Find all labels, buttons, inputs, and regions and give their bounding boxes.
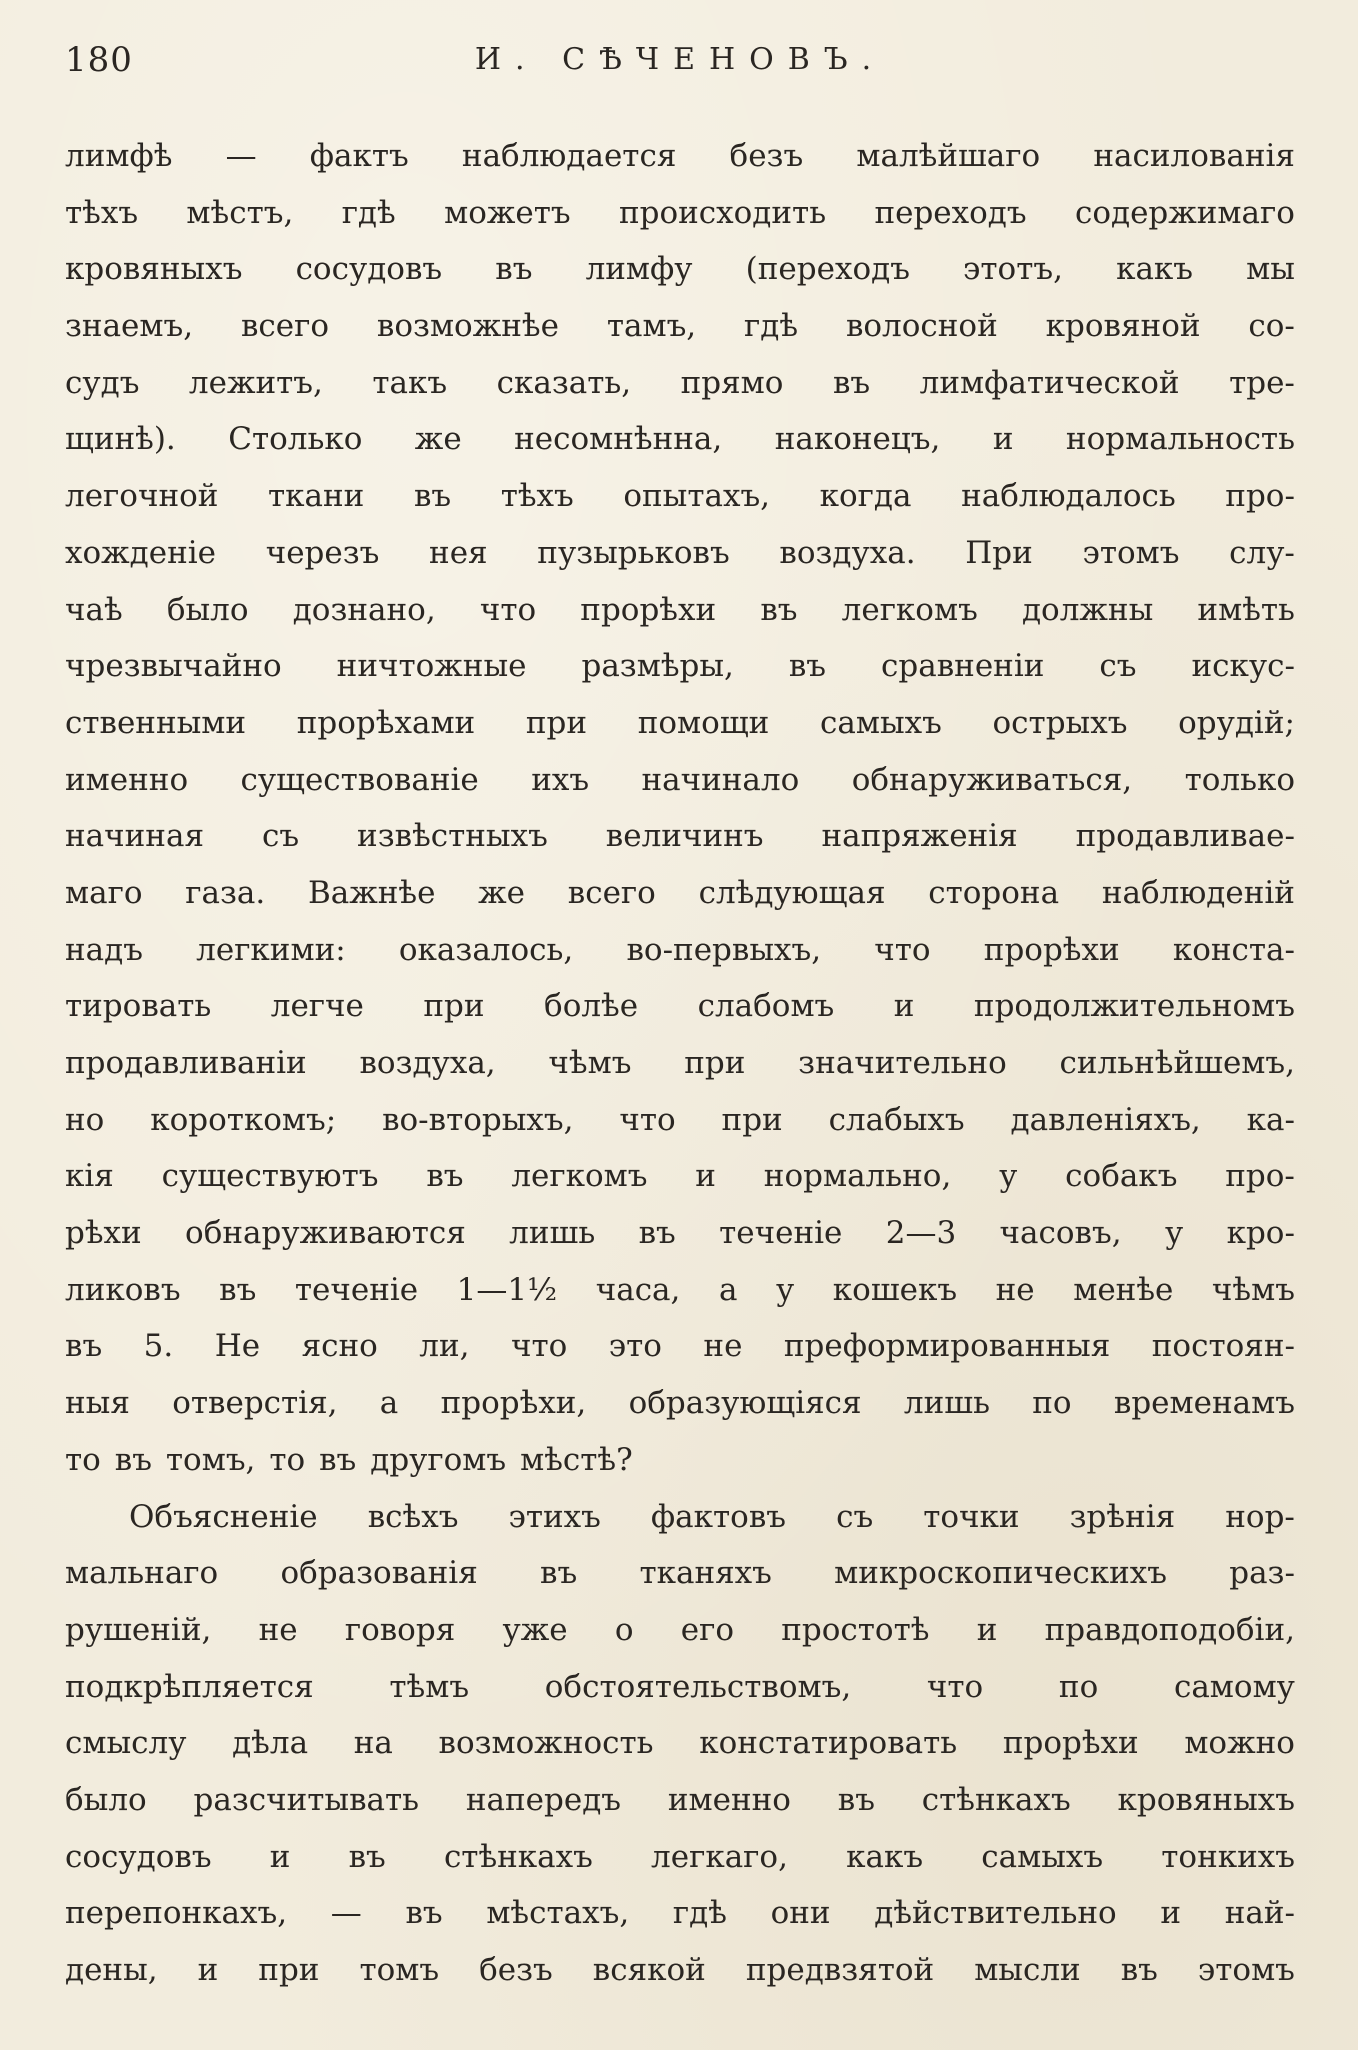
word: въ (65, 1328, 103, 1365)
text-line (65, 1375, 1295, 1432)
word: образованія (280, 1555, 478, 1592)
word: при (423, 988, 485, 1025)
word: рѣхи (65, 1215, 142, 1252)
word: чѣмъ (1211, 1271, 1295, 1308)
word: констатировать (699, 1725, 958, 1762)
word: можетъ (444, 194, 571, 231)
word: другомъ (370, 1441, 507, 1478)
word: легкаго, (651, 1838, 788, 1875)
text-line (65, 355, 1295, 412)
word: прямо (680, 364, 784, 401)
word: щинѣ). (65, 421, 176, 458)
word: легкомъ (841, 591, 978, 628)
text-line (65, 1715, 1295, 1772)
word: теченіе (719, 1215, 843, 1252)
word: ликовъ (65, 1271, 181, 1308)
word: кровяной (1045, 308, 1201, 345)
word: гдѣ (744, 308, 799, 345)
word: сравненіи (881, 648, 1045, 685)
word: этотъ, (963, 251, 1063, 288)
text-line (65, 468, 1295, 525)
word: въ (413, 478, 452, 515)
word: тканяхъ (639, 1555, 772, 1592)
word: простотѣ (781, 1611, 930, 1648)
text-line (65, 978, 1295, 1035)
word: о (614, 1611, 634, 1648)
word: микроскопическихъ (834, 1555, 1167, 1592)
word: менѣе (1073, 1271, 1174, 1308)
word: и (269, 1838, 291, 1875)
word: тѣмъ (389, 1668, 470, 1705)
word: при (258, 1952, 320, 1988)
word: 5. (143, 1328, 174, 1365)
word: у (775, 1271, 795, 1308)
word: такъ (372, 364, 448, 401)
page-header (65, 40, 1295, 100)
word: происходить (618, 194, 827, 231)
word: маго (65, 874, 143, 911)
word: правдоподобіи, (1044, 1611, 1295, 1648)
word: раз- (1229, 1555, 1295, 1592)
word: собакъ (1065, 1158, 1178, 1195)
word: ныя (65, 1385, 130, 1422)
word: самыхъ (981, 1838, 1104, 1875)
word: теченіе (294, 1271, 419, 1308)
word: это (608, 1328, 662, 1365)
word: наконецъ, (774, 421, 941, 458)
word: въ (405, 1895, 443, 1932)
word: именно (667, 1781, 791, 1818)
word: слабомъ (697, 988, 835, 1025)
word: Не (214, 1328, 261, 1365)
word: нормально, (763, 1158, 952, 1195)
text-line (65, 1035, 1295, 1092)
word: тировать (65, 988, 212, 1025)
text-line (65, 185, 1295, 242)
word: было (166, 591, 249, 628)
word: сильнѣйшемъ, (1059, 1045, 1295, 1081)
word: существованіе (240, 761, 479, 798)
word: именно (65, 761, 189, 798)
word: же (478, 874, 526, 911)
word: ли, (419, 1328, 470, 1365)
word: судъ (65, 364, 140, 401)
text-line (65, 1942, 1295, 1999)
word: мѣстѣ? (520, 1441, 633, 1478)
word: по (1032, 1385, 1072, 1422)
word: ткани (268, 478, 365, 515)
word: въ (638, 1215, 676, 1252)
word: прорѣхи (1002, 1725, 1139, 1762)
word: чрезвычайно (65, 648, 282, 685)
word: гдѣ (341, 194, 396, 231)
word: ка- (1246, 1101, 1295, 1138)
word: дены, (65, 1952, 158, 1988)
word: слѣдующая (698, 874, 886, 911)
word: и (1160, 1895, 1182, 1932)
word: опытахъ, (623, 478, 771, 515)
word: черезъ (265, 534, 380, 571)
word: безъ (729, 138, 804, 174)
word: лимфѣ (65, 138, 173, 174)
word: часа, (595, 1271, 681, 1308)
word: переходъ (874, 194, 1027, 231)
word: а (718, 1271, 738, 1308)
text-line (65, 695, 1295, 752)
word: гдѣ (672, 1895, 727, 1932)
word: ясно (301, 1328, 378, 1365)
word: когда (819, 478, 912, 515)
word: съ (261, 818, 300, 855)
word: перепонкахъ, (65, 1895, 288, 1932)
word: дознано, (292, 591, 436, 628)
word: на (353, 1725, 393, 1762)
text-line (65, 1092, 1295, 1149)
word: зрѣнія (1069, 1498, 1176, 1535)
word: образующіяся (628, 1385, 862, 1422)
word: что (926, 1668, 984, 1705)
word: въ (832, 364, 871, 401)
text-line (65, 1148, 1295, 1205)
word: а (379, 1385, 399, 1422)
word: всякой (592, 1952, 706, 1988)
word: мысли (974, 1952, 1081, 1988)
word: не (995, 1271, 1035, 1308)
word: должны (1021, 591, 1154, 628)
word: тѣхъ (500, 478, 574, 515)
word: то (269, 1441, 306, 1478)
word: безъ (479, 1952, 553, 1988)
word: кровяныхъ (1117, 1781, 1295, 1818)
word: во-первыхъ, (626, 931, 822, 968)
word: обнаруживаются (185, 1215, 466, 1252)
text-line (65, 808, 1295, 865)
word: тѣхъ (65, 194, 139, 231)
paragraph (65, 1489, 1295, 1999)
text-line (65, 1545, 1295, 1602)
word: въ (837, 1781, 875, 1818)
word: тамъ, (606, 308, 697, 345)
word: конста- (1172, 931, 1295, 968)
word: по (1058, 1668, 1099, 1705)
word: начинало (641, 761, 800, 798)
word: этомъ (1082, 534, 1180, 571)
word: мѣстахъ, (486, 1895, 630, 1932)
paragraph (65, 128, 1295, 1489)
word: прорѣхи (983, 931, 1120, 968)
word: въ (760, 591, 798, 628)
word: кровяныхъ (65, 251, 243, 288)
word: нормальность (1065, 421, 1295, 458)
word: про- (1225, 1158, 1295, 1195)
word: у (999, 1158, 1018, 1195)
word: короткомъ; (150, 1101, 337, 1138)
word: сказать, (496, 364, 632, 401)
word: хожденіе (65, 534, 217, 571)
word: томъ, (165, 1441, 256, 1478)
word: слу- (1229, 534, 1295, 571)
word: при (525, 704, 588, 741)
word: существуютъ (161, 1158, 379, 1195)
word: при (684, 1045, 746, 1081)
word: пузырьковъ (537, 534, 730, 571)
word: давленіяхъ, (1010, 1101, 1201, 1138)
word: кія (65, 1158, 114, 1195)
word: всѣхъ (367, 1498, 459, 1535)
word: не (258, 1611, 298, 1648)
word: у (1164, 1215, 1184, 1252)
word: продавливаніи (65, 1045, 307, 1081)
word: малѣйшаго (856, 138, 1041, 174)
word: смыслу (65, 1725, 187, 1762)
text-line (65, 411, 1295, 468)
word: лишь (903, 1385, 990, 1422)
word: подкрѣпляется (65, 1668, 314, 1705)
word: тонкихъ (1161, 1838, 1295, 1875)
word: чаѣ (65, 591, 123, 628)
word: предвзятой (745, 1952, 935, 1988)
word: всего (240, 308, 330, 345)
word: кро- (1226, 1215, 1295, 1252)
text-line (65, 1205, 1295, 1262)
word: стѣнкахъ (921, 1781, 1071, 1818)
word: ничтожные (336, 648, 527, 685)
word: тре- (1229, 364, 1295, 401)
word: — (330, 1895, 362, 1932)
word: въ (319, 1441, 357, 1478)
word: мѣстъ, (186, 194, 294, 231)
word: легкомъ (511, 1158, 648, 1195)
word: томъ (359, 1952, 440, 1988)
word: что (874, 931, 931, 968)
word: сосудовъ (65, 1838, 212, 1875)
text-line (65, 638, 1295, 695)
word: и (992, 421, 1014, 458)
text-line (65, 1318, 1295, 1375)
text-line (65, 1885, 1295, 1942)
text-line (65, 1262, 1295, 1319)
word: же (414, 421, 462, 458)
word: нея (429, 534, 488, 571)
text-line (65, 865, 1295, 922)
text-line (65, 1602, 1295, 1659)
word: рушеній, (65, 1611, 212, 1648)
word: самому (1173, 1668, 1295, 1705)
word: и (976, 1611, 998, 1648)
text-line (65, 298, 1295, 355)
word: прорѣхами (296, 704, 476, 741)
word: 1—1½ (456, 1271, 558, 1308)
word: воздуха. (779, 534, 916, 571)
word: отверстія, (172, 1385, 338, 1422)
word: но (65, 1101, 105, 1138)
word: напряженія (821, 818, 1018, 855)
word: обнаруживаться, (851, 761, 1133, 798)
word: размѣры, (581, 648, 734, 685)
word: легче (270, 988, 364, 1025)
word: съ (836, 1498, 874, 1535)
word: при (721, 1101, 783, 1138)
word: наблюденій (1101, 874, 1295, 911)
word: въ (219, 1271, 257, 1308)
word: не (703, 1328, 743, 1365)
word: ихъ (531, 761, 590, 798)
page-number: 180 (65, 40, 133, 80)
word: фактъ (309, 138, 409, 174)
word: и (893, 988, 915, 1025)
word: воздуха, (359, 1045, 496, 1081)
word: мальнаго (65, 1555, 219, 1592)
word: знаемъ, (65, 308, 194, 345)
word: сосудовъ (295, 251, 443, 288)
word: насилованія (1093, 138, 1295, 174)
running-head: И. СѢЧЕНОВЪ. (474, 42, 886, 77)
word: въ (348, 1838, 386, 1875)
word: имѣть (1197, 591, 1295, 628)
word: чѣмъ (548, 1045, 632, 1081)
word: въ (114, 1441, 152, 1478)
word: надъ (65, 931, 143, 968)
word: обстоятельствомъ, (544, 1668, 852, 1705)
word: точки (923, 1498, 1020, 1535)
word: напередъ (465, 1781, 622, 1818)
word: съ (1099, 648, 1137, 685)
word: содержимаго (1074, 194, 1295, 231)
word: орудій; (1178, 704, 1295, 741)
word: най- (1224, 1895, 1295, 1932)
word: они (770, 1895, 831, 1932)
word: 2—3 (885, 1215, 957, 1252)
word: прорѣхи (580, 591, 717, 628)
word: въ (1120, 1952, 1158, 1988)
word: ственными (65, 704, 247, 741)
word: наблюдалось (961, 478, 1176, 515)
text-line (65, 128, 1295, 185)
word: лежитъ, (188, 364, 323, 401)
word: Столько (228, 421, 363, 458)
text-line (65, 525, 1295, 582)
word: въ (788, 648, 827, 685)
text-line (65, 752, 1295, 809)
text-line (65, 241, 1295, 298)
word: мы (1246, 251, 1295, 288)
word: кошекъ (832, 1271, 958, 1308)
word: продавливае- (1075, 818, 1295, 855)
word: что (510, 1328, 568, 1365)
word: волосной (845, 308, 998, 345)
word: было (65, 1781, 147, 1818)
text-line (65, 1772, 1295, 1829)
word: и (695, 1158, 716, 1195)
word: говоря (344, 1611, 456, 1648)
word: значительно (798, 1045, 1007, 1081)
word: какъ (846, 1838, 924, 1875)
text-line (65, 582, 1295, 639)
word: въ (495, 251, 533, 288)
word: слабыхъ (828, 1101, 965, 1138)
word: можно (1184, 1725, 1295, 1762)
word: При (965, 534, 1033, 571)
word: легкими: (196, 931, 346, 968)
word: (переходъ (745, 251, 910, 288)
word: лимфатической (919, 364, 1180, 401)
word: Важнѣе (307, 874, 436, 911)
word: разсчитывать (193, 1781, 420, 1818)
word: только (1184, 761, 1295, 798)
word: этомъ (1197, 1952, 1295, 1988)
word: несомнѣнна, (514, 421, 723, 458)
word: лимфу (585, 251, 693, 288)
word: помощи (637, 704, 770, 741)
word: болѣе (544, 988, 639, 1025)
text-line (65, 1489, 1295, 1546)
word: острыхъ (992, 704, 1128, 741)
word: про- (1225, 478, 1295, 515)
word: фактовъ (650, 1498, 787, 1535)
word: во-вторыхъ, (382, 1101, 574, 1138)
word: продолжительномъ (973, 988, 1295, 1025)
word: извѣстныхъ (357, 818, 548, 855)
word: газа. (185, 874, 266, 911)
word: нор- (1225, 1498, 1295, 1535)
word: стѣнкахъ (443, 1838, 593, 1875)
body-text (65, 128, 1295, 1999)
word: какъ (1116, 251, 1194, 288)
word: дѣла (232, 1725, 309, 1762)
text-line (65, 1659, 1295, 1716)
word: этихъ (508, 1498, 601, 1535)
word: возможнѣе (376, 308, 559, 345)
word: наблюдается (461, 138, 677, 174)
word: постоян- (1151, 1328, 1295, 1365)
word: уже (502, 1611, 568, 1648)
text-line (65, 1829, 1295, 1886)
word: часовъ, (999, 1215, 1122, 1252)
word: то (65, 1441, 101, 1478)
word: въ (426, 1158, 464, 1195)
word: начиная (65, 818, 205, 855)
word: прорѣхи, (440, 1385, 587, 1422)
word: легочной (65, 478, 219, 515)
word: что (479, 591, 537, 628)
text-line (65, 922, 1295, 979)
word: — (225, 138, 257, 174)
word: искус- (1191, 648, 1295, 685)
word: дѣйствительно (874, 1895, 1117, 1932)
word: величинъ (605, 818, 764, 855)
word: временамъ (1113, 1385, 1295, 1422)
word: сторона (928, 874, 1060, 911)
word: оказалось, (398, 931, 574, 968)
word: его (680, 1611, 735, 1648)
text-line (65, 1432, 1295, 1489)
word: самыхъ (820, 704, 942, 741)
word: и (197, 1952, 219, 1988)
word: преформированныя (783, 1328, 1111, 1365)
word: что (619, 1101, 676, 1138)
word: всего (567, 874, 656, 911)
word: Объясненіе (129, 1498, 318, 1535)
word: въ (540, 1555, 578, 1592)
word: лишь (509, 1215, 596, 1252)
word: со- (1248, 308, 1295, 345)
word: возможность (438, 1725, 654, 1762)
